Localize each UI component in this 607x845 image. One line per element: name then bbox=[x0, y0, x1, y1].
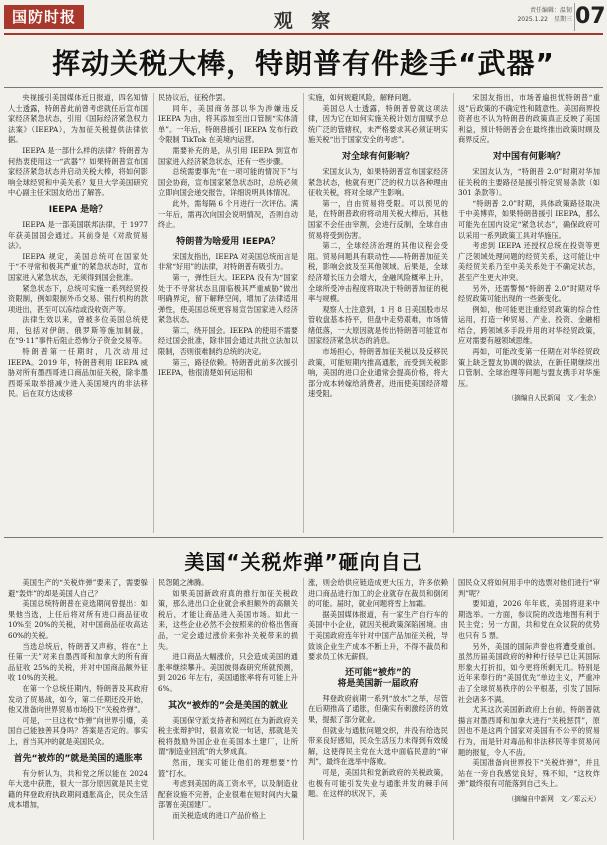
paragraph: 央视援引美国媒体近日报道，四名知情人士透露，特朗普此前曾考虑就任后宣布国家经济紧急状态，引用《国际经济紧急权力法案》（IEEPA），为加征关税提供法律依据。 bbox=[8, 93, 148, 145]
paragraph: 此外，需每隔 6 个月进行一次评估。满一年后，需再次向国会说明情况，否则自动终止。 bbox=[158, 198, 298, 230]
paragraph: 同年，美国商务部以华为涉嫌违反 IEEPA 为由，将其添加至出口管制“实体清单”。一年后，特朗普援引 IEEPA 发布行政令限制 TikTok 在美境内运营。 bbox=[158, 103, 298, 145]
article1-column-1 bbox=[8, 93, 148, 400]
section-title: 观 察 bbox=[273, 10, 337, 32]
subheading: 对中国有何影响？ bbox=[492, 151, 565, 162]
paragraph: 需要补充的是，从引用 IEEPA 到宣布国家进入经济紧急状态，还有一些步骤。 bbox=[158, 145, 298, 166]
paragraph: IEEPA 规定，美国总统可在国家处于“不寻常和极其严重”的紧急状态时，宣布国家进入紧急状态，无须得到国会批准。 bbox=[8, 251, 148, 282]
date-line: 2025.1.22 星期三 bbox=[517, 16, 572, 23]
paragraph: 如果美国新政府真的推行加征关税政策，那么进出口企业就会承担额外的高额关税后，才能让商品进入美国市场。如此一来，这些企业必然不会按照来的价格出售商品，一定会通过涨价来弥补关税带来的损失。 bbox=[158, 588, 298, 651]
paragraph: “特朗普 2.0”时期，具体政策路径取决于中美博弈，如果特朗普援引 IEEPA，那么可能先在国内设定“紧急状态”，确保政府可以采用一系列政策工具对华施压。 bbox=[458, 198, 600, 240]
paragraph: 民协议后，征税作罢。 bbox=[158, 93, 230, 102]
paragraph: 第二，全球经济治理的其他议程会受阻。贸易问题具有联动性——特朗普加征关税，影响会波及至其他领域。后果是，全球经济增长压力会增大，金融风险概率上升，全球所受冲击程度将取决于特朗普加征的税率与规模。 bbox=[308, 241, 448, 304]
paragraph: 拜登政府前期一系列“放水”之举，尽管在后期推高了通胀，但确实有刺激经济的效果，提振了部分就业。 bbox=[308, 693, 448, 724]
paragraph: 在第一个总统任期内，特朗普及其政府发动了贸易战，如今，第二任期还没开始，他又准备向世界贸易市场投下“关税炸弹”。 bbox=[8, 683, 148, 715]
paragraph: 另外，美国的国际声誉也将遭受重创。虽然历届美国政府的种种行径早已让其国际形象大打折扣，如今更将所剩无几。特别是近年来奉行的“美国优先”单边主义，严重冲击了全球贸易秩序的公平根基，引发了国际社会诸多不满。 bbox=[458, 641, 600, 704]
subheading: 还可能“被炸”的 将是美国新一届政府 bbox=[337, 667, 419, 689]
subheading: 首先“被炸的”就是美国的通胀率 bbox=[13, 753, 143, 764]
page-number: 07 bbox=[575, 4, 606, 29]
article2-headline: 美国“关税炸弹”砸向自己 bbox=[184, 550, 423, 574]
paragraph: 据美国媒体报道，有一家生产自行车的美国中小企业，就因关税政策深陷困境。由于美国政府连年针对中国产品加征关税，导致该企业生产成本不断上升，不得不裁员和要求员工休无薪假。 bbox=[308, 609, 448, 662]
paragraph: 民怨随之沸腾。 bbox=[158, 578, 209, 587]
article-separator bbox=[4, 537, 603, 538]
paragraph: 第三，路径依赖。特朗普此前多次援引 IEEPA，他很清楚如何运用和 bbox=[158, 357, 298, 378]
paragraph: 宋国友认为，“特朗普 2.0”时期对华加征关税的主要路径是援引特定贸易条款（如 301 条款等）。 bbox=[458, 166, 600, 198]
paragraph: 美国生产的“关税炸弹”要来了，需要躲避“轰炸”的却是美国人自己？ bbox=[8, 578, 148, 598]
paragraph: 有分析认为，共和党之所以能在 2024 年大选中获胜，很大一部分原因就是民主党籍的拜登政府执政期间通胀高企，民众生活成本增加， bbox=[8, 768, 148, 810]
paragraph: 紧急状态下，总统可实施一系列经贸投资限制，例如限制外币交易、银行机构的款项进出，甚至可以冻结或没收资产等。 bbox=[8, 283, 148, 314]
paragraph: 美国总统特朗普在竞选期间曾提出：如果他当选，上任后将对所有进口商品征收 10%至 20%的关税，对中国商品征收高达 60%的关税。 bbox=[8, 599, 148, 640]
column-divider bbox=[453, 578, 454, 840]
masthead-rule bbox=[4, 33, 603, 35]
headline-rule bbox=[4, 87, 603, 88]
paragraph: 美国保守派支持者和网红在为新政府关税主张辩护时，很喜欢说一句话，那就是关税将鼓励外国企业在美国本土建厂，让所谓“制造业回流”的大梦成真。 bbox=[158, 715, 298, 757]
editor-line: 责任编辑：温韧 bbox=[529, 7, 572, 14]
paragraph: 第一，自由贸易将受限。可以预见的是，在特朗普政府将动用关税大棒后，其他国家不会任由宰割，会进行反制，全球自由贸易将受到伤害。 bbox=[308, 198, 448, 240]
column-divider bbox=[153, 578, 154, 840]
paragraph: 总统需要事先“在一项可能的情况下”与国会协商，宣布国家紧急状态时，总统必须立即向国会递交报告，详细说明具体情况。 bbox=[158, 167, 298, 198]
paragraph: 宋国友认为，如果特朗普宣布国家经济紧急状态，他就有更广泛的权力以各种理由征收关税，将对全球产生影响。 bbox=[308, 166, 448, 198]
article1-headline: 挥动关税大棒，特朗普有件趁手“武器” bbox=[52, 47, 555, 80]
paragraph: 涨，则会给供应链造成更大压力，许多依赖进口商品进行加工的企业就存在裁员和倒闭的可能。届时，就业问题将雪上加霜。 bbox=[308, 578, 448, 609]
paragraph: 考虑到 IEEPA 还授权总统在投资等更广泛领域处理问题的经贸关系，这可能让中美经贸关系乃至中美关系处于不确定状态，甚至产生更大冲突。 bbox=[458, 241, 600, 282]
paragraph: 法律生效以来，曾被多位美国总统使用，包括对伊朗、俄罗斯等施加制裁，在“9·11”事件后阻止恐怖分子资金交易等。 bbox=[8, 315, 148, 346]
paragraph: 进口商品大幅涨价，只会造成美国的通胀率继续攀升。美国彼得森研究所就预测，到 2026 年左右，美国通胀率将有可能上升 6%。 bbox=[158, 652, 298, 693]
column-divider bbox=[303, 93, 304, 533]
paragraph: 美国总人士透露，特朗普曾就这项法律，因为它在如何实施关税计划方面赋予总统广泛的管辖权，未严格要求其必须证明实施关税“出于国家安全的考虑”。 bbox=[308, 103, 448, 145]
subheading: 特朗普为啥爱用 IEEPA？ bbox=[176, 236, 280, 247]
column-divider bbox=[153, 93, 154, 533]
article2-column-1 bbox=[8, 578, 148, 811]
edition-meta bbox=[502, 6, 572, 24]
column-divider bbox=[303, 578, 304, 840]
article1-column-3 bbox=[308, 93, 448, 400]
paragraph: 可是，美国共和党新政府的关税政策，也极有可能引发失业与通胀并发的棘手问题。在这样的状况下，美 bbox=[308, 767, 448, 799]
paragraph: IEEPA 是一部什么样的法律？特朗普为何热衷使用这一“武器”？如果特朗普宣布国家经济紧急状态并启动关税大棒，将如何影响全球经贸和中美关系？复旦大学美国研究中心副主任宋国友给出了解答。 bbox=[8, 145, 149, 198]
subheading: 对全球有何影响？ bbox=[341, 151, 414, 162]
paragraph: 实施，如何规避风险，解释问题。 bbox=[308, 93, 416, 102]
paragraph: 第一，弹性巨大。IEEPA 没有为“国家处于不寻常状态且面临极其严重威胁”做出明确界定，留下解释空间，增加了法律适用弹性，使美国总统更容易宣告国家进入经济紧急状态。 bbox=[158, 272, 298, 325]
paragraph: 当选总统后，特朗普又声称，将在“上任第一天”对来自墨西哥和加拿大的所有商品征收 25%的关税，并对中国商品额外征收 10%的关税。 bbox=[8, 641, 148, 683]
paragraph: 尤其这次美国新政府上台前，特朗普就揚言对墨西哥和加拿大进行“关税惩罚”，原因也不是这两个国家对美国有不公平的贸易行为，而是针对毒品和非法移民等非贸易问题的报复，令人不齿。 bbox=[458, 705, 600, 757]
paragraph: 第二，绕开国会。IEEPA 的使用不需要经过国会批准，除非国会通过共批立法加以限制，否则很难制约总统的决定。 bbox=[158, 325, 299, 357]
paragraph: IEEPA 是一部美国联邦法律，于 1977 年获美国国会通过。其前身是《对敌贸易法》。 bbox=[8, 219, 148, 251]
paragraph: 宋国友指出，IEEPA 对美国总统而言是非常“好用”的法律，对特朗普有吸引力。 bbox=[158, 251, 299, 272]
paragraph: 可是，一旦这枚“炸弹”向世界引爆，美国自己能独善其身吗？答案是否定的。事实上，首当其冲的就是美国民众。 bbox=[8, 715, 148, 746]
paragraph: 然而，现实可能让他们的理想要“竹篮”打水。 bbox=[158, 757, 298, 778]
newspaper-logo: 国防时报 bbox=[4, 5, 84, 29]
article1-column-2 bbox=[158, 93, 298, 379]
paragraph: 宋国友指出，市场普遍担忧特朗普“重返”后政策的不确定性和随意性。美国商界投资者也不认为特朗普的政策真正反映了美国利益，预计特朗普会在最终推出政策时顾及商界反应。 bbox=[458, 93, 600, 145]
paragraph: 美国准备向世界投下“关税炸弹”，并且站在一旁自我感觉良好，殊不知，“这枚炸弹”最终很有可能落到自己头上。 bbox=[458, 758, 600, 789]
paragraph: 另外，还需警惕“特朗普 2.0”时期对华经贸政策可能出现的一些新变化。 bbox=[458, 283, 600, 304]
paragraph: 特朗普第一任期时，几次动用过 IEEPA。2019 年，特朗普利用 IEEPA 威胁对所有墨西哥进口商品加征关税，除非墨西哥采取举措减少进入美国境内的非法移民。后在双方达成移 bbox=[8, 347, 148, 399]
article2-column-4 bbox=[458, 578, 600, 804]
paragraph: 要知道，2026 年年底，美国将迎来中期选举。一方面，参议院的改选地图有利于民主党；另一方面，共和党在众议院的优势也只有 5 票。 bbox=[458, 599, 600, 640]
article2-byline: （摘编自中新网 文／郑云天） bbox=[507, 794, 600, 803]
paragraph: 但就业与通胀问题交织，并没有给选民带来良好感知，民众生活压力未得到有效缓解，这使得民主党在大选中面临民意的“审判”，最终在选举中落败。 bbox=[308, 725, 448, 767]
article2-column-3 bbox=[308, 578, 448, 800]
column-divider bbox=[453, 93, 454, 533]
paragraph: 国民众又将如何用手中的选票对他们进行“审判”呢？ bbox=[458, 578, 600, 598]
paragraph: 市场担心，特朗普加征关税以及反移民政策，可能短期内推高通胀，而受到关税影响，美国的进口企业通常会提高价格，将大部分成本转嫁给消费者，进而使美国经济增速受阻。 bbox=[308, 347, 448, 399]
paragraph: 考虑到美国的高工资水平，以及制造业配套设施不完善，企业很难在短时间内大量部署在美国建厂。 bbox=[158, 779, 298, 810]
article1-byline: （摘编自人民新闻 文／张余） bbox=[507, 394, 600, 403]
subheading: 其次“被炸的”会是美国的就业 bbox=[168, 700, 288, 711]
paragraph: 而关税造成的进口产品价格上 bbox=[172, 810, 266, 820]
paragraph: 观察人士注意到，1 月 8 日美国股市尽管收盘基本持平，但盘中走势艰难，市场情绪低落，一大原因就是传出特朗普可能宣布国家经济紧急状态的消息。 bbox=[308, 304, 448, 346]
subheading: IEEPA 是啥？ bbox=[48, 204, 108, 215]
paragraph: 例如，他可能更注重经贸政策的综合性运用，打造一种贸易、产业、投资、金融相结合，跨领域多手段并用的对华经贸政策，应对需要有越领域思维。 bbox=[458, 304, 600, 346]
paragraph: 再如，可能改变第一任期在对华经贸政策上缺乏盟友协调的做法，在新任期继续出口管制、全球治理等问题与盟友携手对华施压。 bbox=[458, 347, 600, 388]
article2-column-2 bbox=[158, 578, 298, 821]
article1-column-4 bbox=[458, 93, 600, 404]
